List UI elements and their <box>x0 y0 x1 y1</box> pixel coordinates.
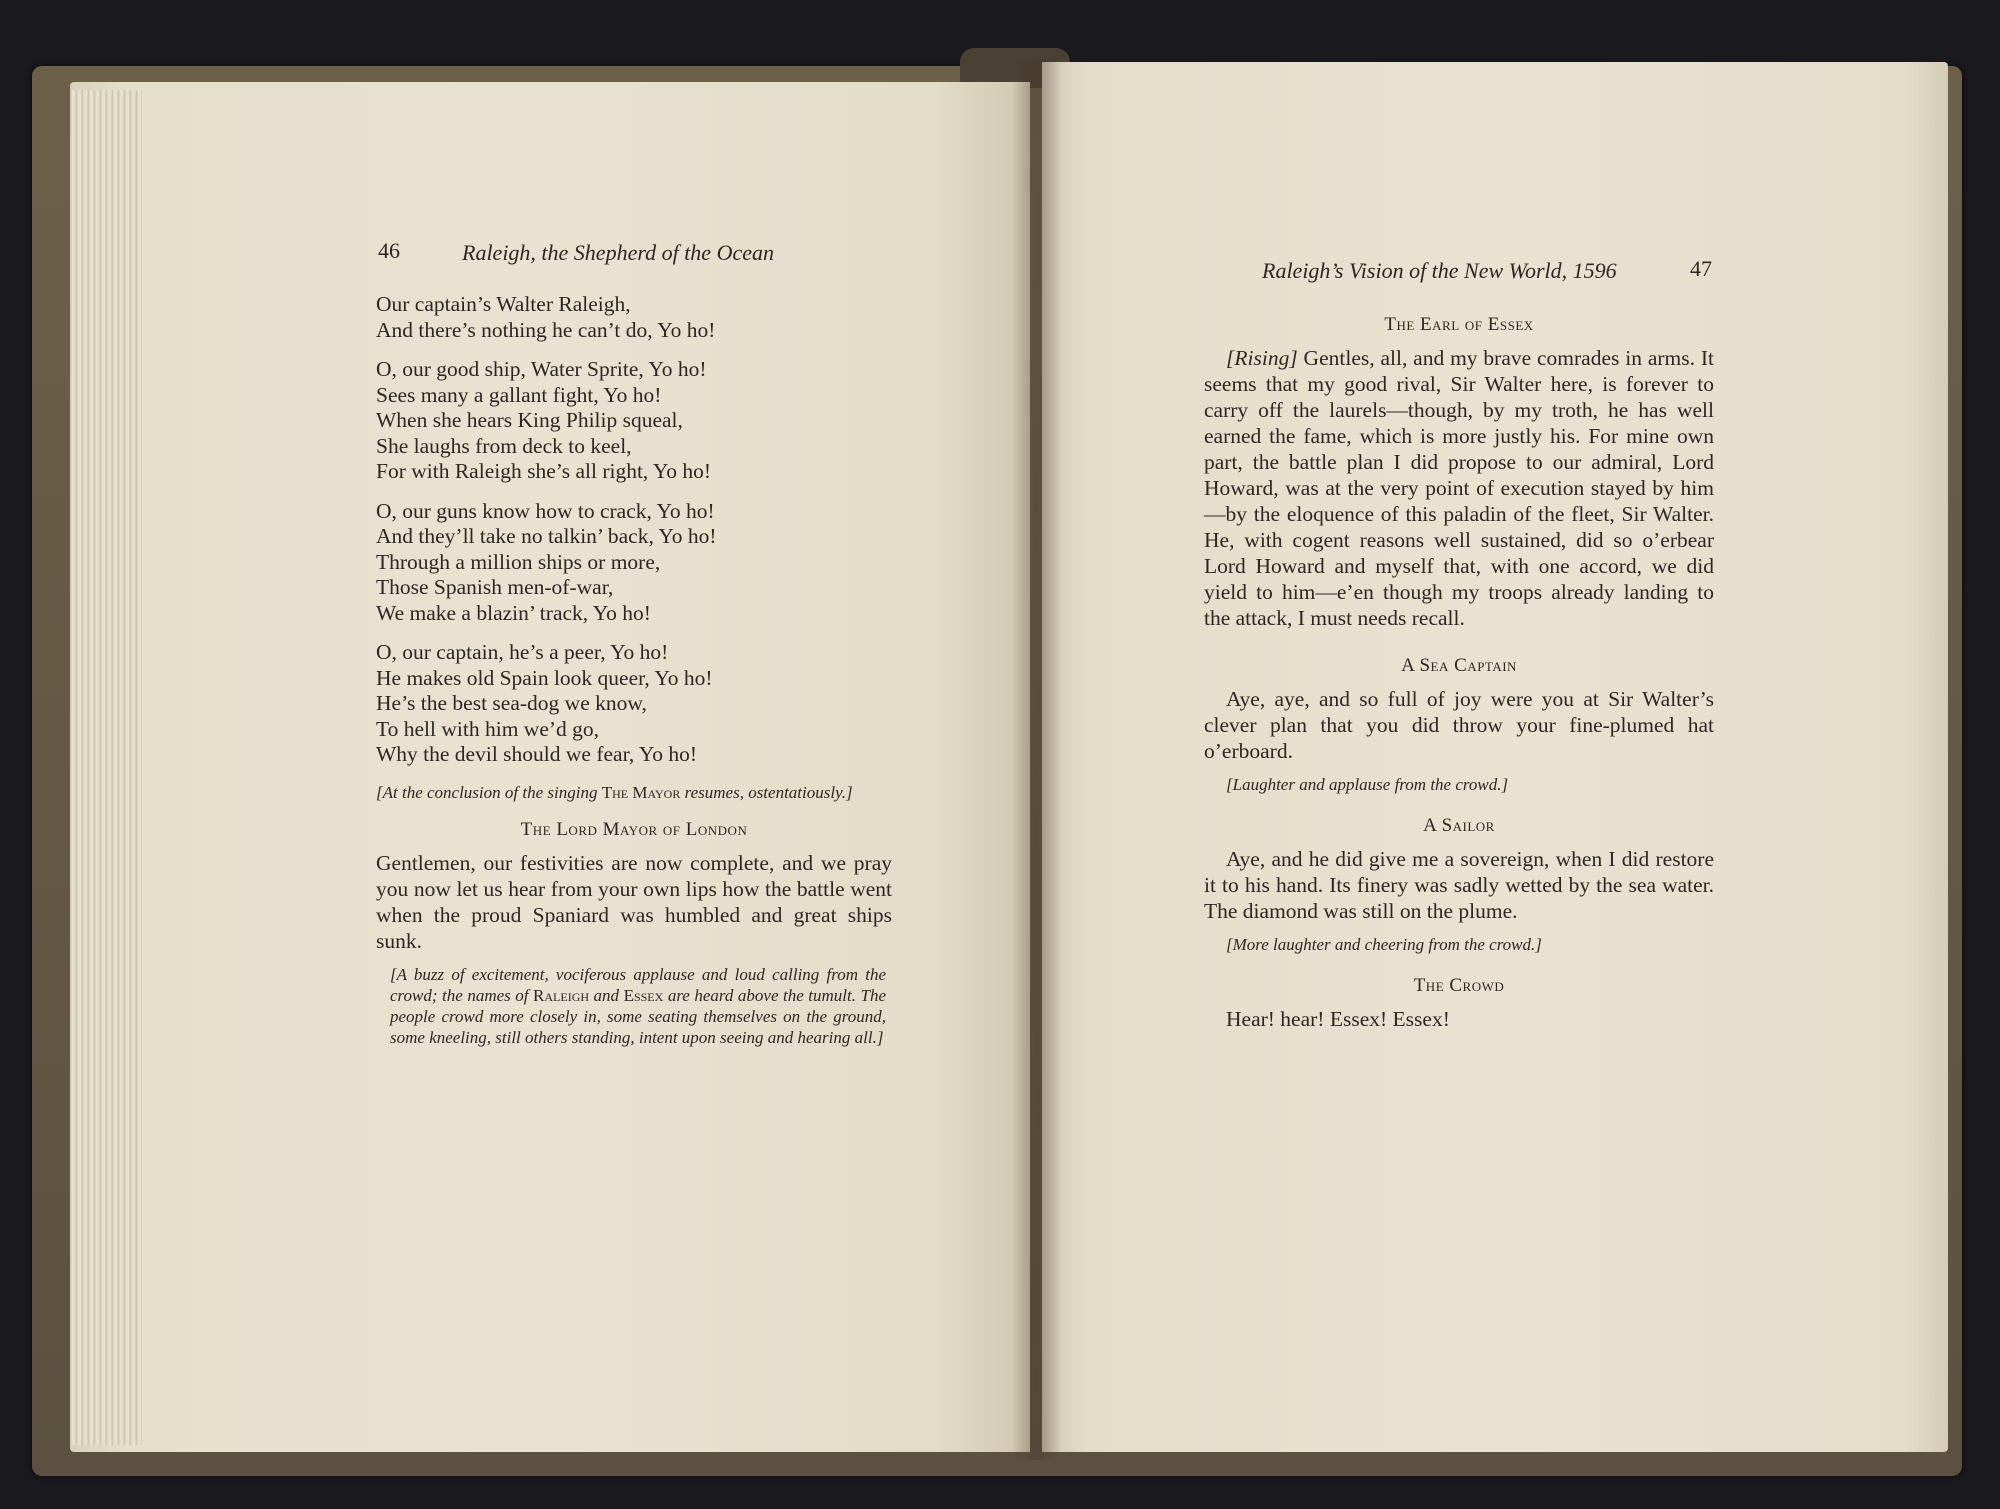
left-page-lower <box>376 782 892 1054</box>
verse-line: She laughs from deck to keel, <box>376 433 632 458</box>
verse-stanza <box>376 357 896 485</box>
verse-line: O, our captain, he’s a peer, Yo ho! <box>376 640 669 664</box>
speaker-heading: The Lord Mayor of London <box>520 819 748 840</box>
stage-direction: [At the conclusion of the singing The Mayor resumes, ostentatiously.] <box>376 783 853 802</box>
verse-stanza <box>376 499 896 627</box>
book-gutter <box>1012 60 1062 1460</box>
speech-text: [Rising] Gentles, all, and my brave comrades in arms. It seems that my good rival, Sir Walter here, is forever to carry off the laurels—though, by my troth, he has well earned the fame, which is more justly his. For mine own part, the battle plan I did propose to our admiral, Lord Howard, was at the very point of execution stayed by him—by the eloquence of this paladin of the fleet, Sir Walter. He, with cogent reasons well sustained, did so o’erbear Lord Howard and myself that, with one accord, we did yield to him—e’en though my troops already landing to the attack, I must needs recall. <box>1204 346 1714 630</box>
left-page-number: 46 <box>378 238 400 263</box>
page-edges <box>72 90 142 1445</box>
verse-line: When she hears King Philip squeal, <box>376 408 683 432</box>
verse-line: We make a blazin’ track, Yo ho! <box>376 600 651 625</box>
verse-line: For with Raleigh she’s all right, Yo ho! <box>376 459 712 483</box>
right-running-head: Raleigh’s Vision of the New World, 1596 <box>1262 258 1617 283</box>
speaker-heading: The Earl of Essex <box>1384 314 1534 335</box>
left-running-head: Raleigh, the Shepherd of the Ocean <box>462 240 774 265</box>
right-page-number: 47 <box>1690 256 1712 281</box>
speaker-heading: A Sailor <box>1423 815 1495 836</box>
verse-stanza <box>376 292 896 343</box>
verse-line: Through a million ships or more, <box>376 549 661 574</box>
verse-line: He makes old Spain look queer, Yo ho! <box>376 665 713 690</box>
speech-text: Aye, aye, and so full of joy were you at Sir Walter’s clever plan that you did throw your fine-plumed hat o’erboard. <box>1204 687 1714 763</box>
stage-direction: [Laughter and applause from the crowd.] <box>1226 775 1509 794</box>
speaker-heading: The Crowd <box>1413 975 1505 996</box>
verse-line: Our captain’s Walter Raleigh, <box>376 292 631 316</box>
stage-direction: [More laughter and cheering from the crowd.] <box>1226 935 1542 954</box>
verse-stanza <box>376 640 896 768</box>
speech-text: Hear! hear! Essex! Essex! <box>1226 1007 1450 1031</box>
left-page-body <box>376 292 896 782</box>
verse-line: To hell with him we’d go, <box>376 716 600 741</box>
verse-line: O, our guns know how to crack, Yo ho! <box>376 498 715 523</box>
right-page-body <box>1204 306 1714 1032</box>
speech-text: Aye, and he did give me a sovereign, when I did restore it to his hand. Its finery was sadly wetted by the sea water. The diamond was still on the plume. <box>1204 847 1714 923</box>
stage-direction: [A buzz of excitement, vociferous applause and loud calling from the crowd; the names of Raleigh and Essex are heard above the tumult. The people crowd more closely in, some seating themselves on the ground, some kneeling, still others standing, intent upon seeing and hearing all.] <box>390 965 887 1047</box>
verse-line: Sees many a gallant fight, Yo ho! <box>376 382 662 407</box>
speaker-heading: A Sea Captain <box>1401 655 1517 676</box>
verse-line: Why the devil should we fear, Yo ho! <box>376 742 697 766</box>
verse-line: Those Spanish men-of-war, <box>376 575 614 599</box>
speech-text: Gentlemen, our festivities are now complete, and we pray you now let us hear from your own lips how the battle went when the proud Spaniard was humbled and great ships sunk. <box>376 851 892 953</box>
verse-line: And they’ll take no talkin’ back, Yo ho! <box>376 524 717 548</box>
verse-line: O, our good ship, Water Sprite, Yo ho! <box>376 357 707 381</box>
verse-line: He’s the best sea-dog we know, <box>376 691 647 715</box>
verse-line: And there’s nothing he can’t do, Yo ho! <box>376 317 716 342</box>
